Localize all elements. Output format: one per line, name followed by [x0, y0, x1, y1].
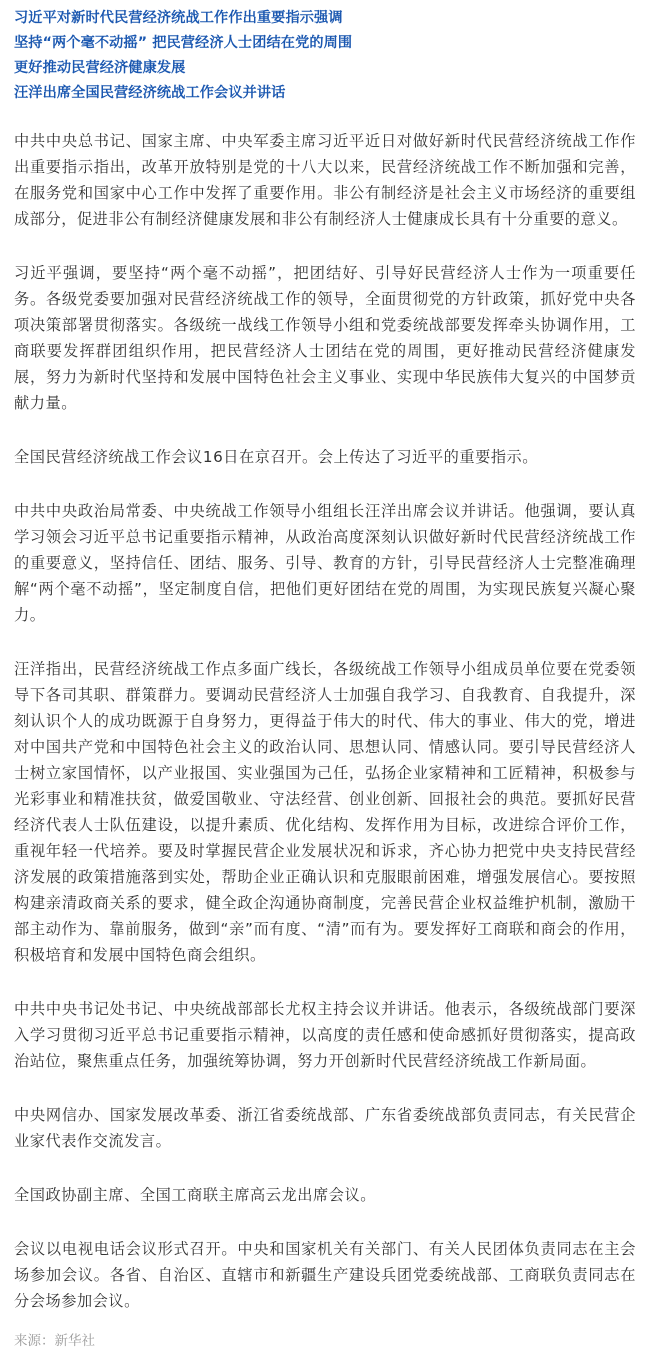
article-paragraph: 中共中央总书记、国家主席、中央军委主席习近平近日对做好新时代民营经济统战工作作出重要指示指出，改革开放特别是党的十八大以来，民营经济统战工作不断加强和完善，在服务党和国家中心工作中发挥了重要作用。非公有制经济是社会主义市场经济的重要组成部分，促进非公有制经济健康发展和非公有制经济人士健康成长具有十分重要的意义。	[14, 132, 636, 228]
headline-line: 坚持“两个毫不动摇” 把民营经济人士团结在党的周围	[14, 35, 353, 51]
article-paragraph: 中共中央政治局常委、中央统战工作领导小组组长汪洋出席会议并讲话。他强调，要认真学习领会习近平总书记重要指示精神，从政治高度深刻认识做好新时代民营经济统战工作的重要意义，坚持信任、团结、服务、引导、教育的方针，引导民营经济人士完整准确理解“两个毫不动摇”，坚定制度自信，把他们更好团结在党的周围，为实现民族复兴凝心聚力。	[14, 502, 636, 624]
article-body	[14, 128, 636, 1314]
article-paragraph: 会议以电视电话会议形式召开。中央和国家机关有关部门、有关人民团体负责同志在主会场参加会议。各省、自治区、直辖市和新疆生产建设兵团党委统战部、工商联负责同志在分会场参加会议。	[14, 1240, 636, 1310]
article-paragraph: 全国政协副主席、全国工商联主席高云龙出席会议。	[14, 1186, 376, 1204]
headline-line: 习近平对新时代民营经济统战工作作出重要指示强调	[14, 10, 343, 26]
headline	[14, 6, 636, 106]
headline-line: 更好推动民营经济健康发展	[14, 60, 186, 76]
article-paragraph: 中央网信办、国家发展改革委、浙江省委统战部、广东省委统战部负责同志，有关民营企业家代表作交流发言。	[14, 1106, 636, 1150]
article-paragraph: 中共中央书记处书记、中央统战部部长尤权主持会议并讲话。他表示，各级统战部门要深入学习贯彻习近平总书记重要指示精神，以高度的责任感和使命感抓好贯彻落实，提高政治站位，聚焦重点任务，加强统筹协调，努力开创新时代民营经济统战工作新局面。	[14, 1000, 636, 1070]
source-credit: 来源：新华社	[14, 1333, 95, 1349]
article-paragraph: 习近平强调，要坚持“两个毫不动摇”，把团结好、引导好民营经济人士作为一项重要任务。各级党委要加强对民营经济统战工作的领导，全面贯彻党的方针政策，抓好党中央各项决策部署贯彻落实。各级统一战线工作领导小组和党委统战部要发挥牵头协调作用，工商联要发挥群团组织作用，把民营经济人士团结在党的周围，更好推动民营经济健康发展，努力为新时代坚持和发展中国特色社会主义事业、实现中华民族伟大复兴的中国梦贡献力量。	[14, 264, 636, 412]
article-paragraph: 全国民营经济统战工作会议16日在京召开。会上传达了习近平的重要指示。	[14, 448, 539, 466]
headline-line: 汪洋出席全国民营经济统战工作会议并讲话	[14, 85, 286, 101]
article-paragraph: 汪洋指出，民营经济统战工作点多面广线长，各级统战工作领导小组成员单位要在党委领导下各司其职、群策群力。要调动民营经济人士加强自我学习、自我教育、自我提升，深刻认识个人的成功既源于自身努力，更得益于伟大的时代、伟大的事业、伟大的党，增进对中国共产党和中国特色社会主义的政治认同、思想认同、情感认同。要引导民营经济人士树立家国情怀，以产业报国、实业强国为己任，弘扬企业家精神和工匠精神，积极参与光彩事业和精准扶贫，做爱国敬业、守法经营、创业创新、回报社会的典范。要抓好民营经济代表人士队伍建设，以提升素质、优化结构、发挥作用为目标，改进综合评价工作，重视年轻一代培养。要及时掌握民营企业发展状况和诉求，齐心协力把党中央支持民营经济发展的政策措施落到实处，帮助企业正确认识和克服眼前困难，增强发展信心。要按照构建亲清政商关系的要求，健全政企沟通协商制度，完善民营企业权益维护机制，激励干部主动作为、靠前服务，做到“亲”而有度、“清”而有为。要发挥好工商联和商会的作用，积极培育和发展中国特色商会组织。	[14, 660, 636, 964]
